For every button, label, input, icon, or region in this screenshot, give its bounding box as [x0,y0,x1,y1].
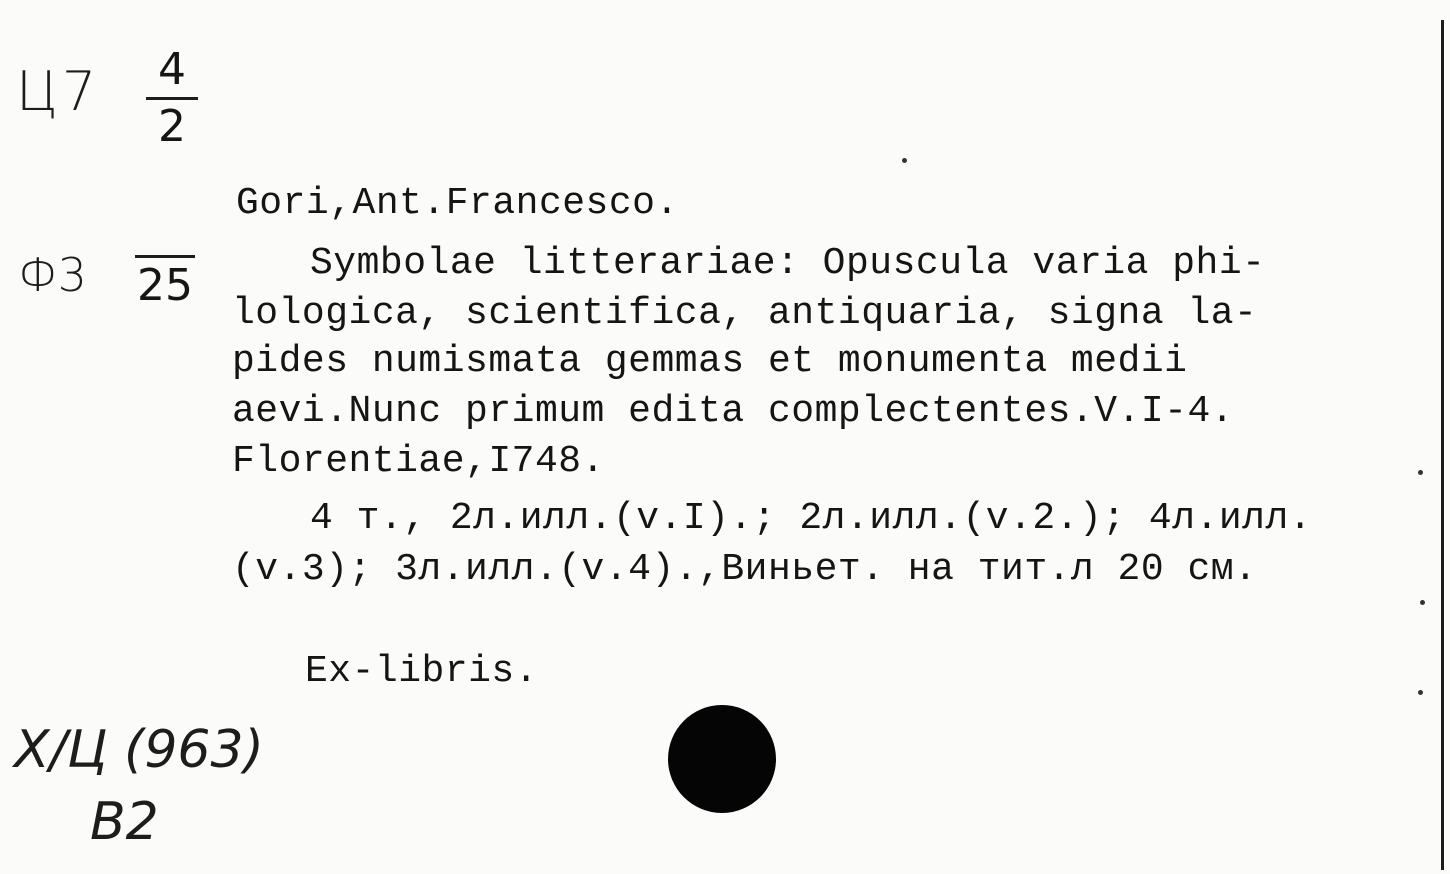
shelf-mark-fraction [146,45,198,152]
collation-line-2: (v.3); 3л.илл.(v.4).,Виньет. на тит.л 20 см. [232,548,1258,591]
punch-hole [668,705,776,813]
card-edge-line [1441,20,1444,870]
inventory-code: В2 [90,792,159,852]
fraction-bar [146,97,198,100]
author-heading: Gori,Ant.Francesco. [236,182,679,225]
collation-line-1: 4 т., 2л.илл.(v.I).; 2л.илл.(v.2.); 4л.илл. [310,497,1313,540]
title-line-1: Symbolae litterariae: Opuscula varia phi- [310,242,1266,285]
speck [1418,470,1423,475]
title-line-2: lologica, scientifica, antiquaria, signa la- [232,292,1258,335]
title-line-5: Florentiae,I748. [232,440,605,483]
fund-mark-fraction [135,255,195,310]
shelf-mark: Ц7 [16,60,101,123]
title-line-4: aevi.Nunc primum edita complectentes.V.I-4. [232,390,1235,433]
fund-fraction-bottom: 25 [137,260,193,311]
speck [1418,690,1423,695]
speck [1420,600,1425,605]
fraction-bar [135,255,195,258]
title-line-3: pides numismata gemmas et monumenta medii [232,340,1188,383]
shelf-fraction-bottom: 2 [158,101,186,152]
speck [902,158,907,163]
fund-mark: Ф3 [18,248,87,302]
note-exlibris: Ex-libris. [305,650,539,693]
inventory-number: Х/Ц (963) [14,720,264,780]
shelf-fraction-top: 4 [158,44,186,95]
